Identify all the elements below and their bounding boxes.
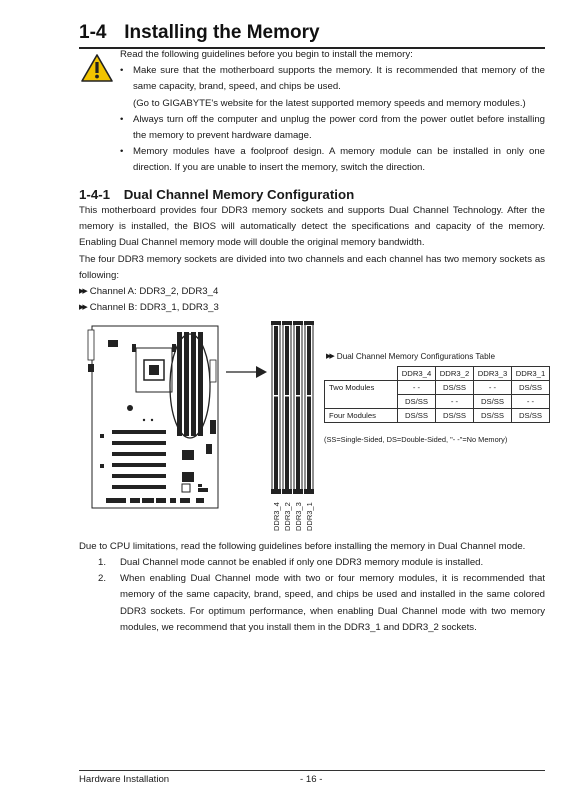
table-header-cell: DDR3_4 — [398, 367, 436, 381]
body-paragraph: The four DDR3 memory sockets are divided into two channels and each channel has two memory sockets as following: — [79, 254, 545, 282]
channel-b — [79, 300, 219, 316]
motherboard-diagram — [86, 324, 226, 512]
slot-label-ddr3-1: DDR3_1 — [305, 502, 314, 531]
table-cell: - - — [512, 395, 550, 409]
channel-a-text: Channel A: DDR3_2, DDR3_4 — [89, 286, 219, 297]
table-cell: DS/SS — [474, 395, 512, 409]
table-corner — [325, 367, 398, 381]
limitations-list — [98, 555, 545, 636]
limitation-item — [98, 571, 545, 636]
table-row — [325, 381, 550, 395]
section-title: Installing the Memory — [124, 22, 320, 43]
limitation-number: 1. — [98, 557, 107, 568]
table-cell: DS/SS — [398, 395, 436, 409]
limitation-text: Dual Channel mode cannot be enabled if only one DDR3 memory module is installed. — [120, 557, 484, 568]
callout-arrow — [226, 365, 268, 379]
section-heading — [79, 21, 320, 45]
table-cell: DS/SS — [436, 381, 474, 395]
slot-label-ddr3-3: DDR3_3 — [294, 502, 303, 531]
table-cell: DS/SS — [398, 409, 436, 423]
warning-icon — [80, 53, 114, 83]
subsection-number: 1-4-1 — [79, 187, 111, 202]
dimm-slot — [304, 321, 314, 494]
page-number: - 16 - — [300, 774, 323, 785]
table-header-cell: DDR3_3 — [474, 367, 512, 381]
table-row — [325, 409, 550, 423]
intro-bullet-extra: (Go to GIGABYTE's website for the latest supported memory speeds and memory modules.) — [133, 97, 526, 109]
subsection-heading — [79, 186, 354, 203]
section-number: 1-4 — [79, 22, 107, 43]
double-arrow-icon: ▶▶ — [79, 304, 86, 311]
table-cell: DS/SS — [436, 409, 474, 423]
intro-lead: Read the following guidelines before you begin to install the memory: — [120, 49, 413, 60]
limitation-number: 2. — [98, 573, 107, 585]
table-cell: DS/SS — [512, 381, 550, 395]
row-label: Two Modules — [325, 381, 398, 409]
limitations-lead: Due to CPU limitations, read the following guidelines before installing the memory in Dual Channel mode. — [79, 541, 526, 552]
intro-bullet: • Always turn off the computer and unplug the power cord from the power outlet before installing the memory to prevent hardware damage. — [120, 112, 545, 144]
limitation-item — [98, 555, 545, 571]
table-header-cell: DDR3_1 — [512, 367, 550, 381]
intro-bullet — [120, 63, 545, 112]
dimm-slot — [293, 321, 303, 494]
dimm-slot — [271, 321, 281, 494]
intro-bullet-text: Make sure that the motherboard supports the memory. It is recommended that memory of the same capacity, brand, speed, and chips be used. — [133, 65, 545, 93]
table-cell: DS/SS — [474, 409, 512, 423]
table-cell: DS/SS — [512, 409, 550, 423]
footer-section-name: Hardware Installation — [79, 774, 170, 785]
table-title-text: Dual Channel Memory Configurations Table — [336, 352, 496, 361]
double-arrow-icon: ▶▶ — [326, 353, 333, 360]
footer-rule — [79, 770, 545, 771]
table-note: (SS=Single-Sided, DS=Double-Sided, "- -"=No Memory) — [324, 435, 508, 444]
intro-bullet: • Memory modules have a foolproof design. A memory module can be installed in only one direction. If you are unable to insert the memory, switch the direction. — [120, 144, 545, 176]
table-header-row — [325, 367, 550, 381]
channel-b-text: Channel B: DDR3_1, DDR3_3 — [89, 302, 219, 313]
intro-bullet-list — [120, 63, 545, 176]
row-label: Four Modules — [325, 409, 398, 423]
table-title — [326, 349, 495, 365]
dimm-slot — [282, 321, 292, 494]
memory-config-table — [324, 366, 550, 423]
slot-label-ddr3-2: DDR3_2 — [283, 502, 292, 531]
table-cell: - - — [436, 395, 474, 409]
subsection-title: Dual Channel Memory Configuration — [123, 187, 355, 202]
slot-label-ddr3-4: DDR3_4 — [272, 502, 281, 531]
limitation-text: When enabling Dual Channel mode with two or four memory modules, it is recommended that memory of the same capacity, brand, speed, and chips be used and installed in the same colored DDR3 sockets. For optimum performance, when enabling Dual Channel mode with two memory modules, we recommend that you install them in the DDR3_1 and DDR3_2 sockets. — [120, 573, 545, 633]
table-cell: - - — [398, 381, 436, 395]
intro-guidelines — [120, 47, 545, 177]
dimm-slots-diagram — [270, 321, 314, 533]
table-cell: - - — [474, 381, 512, 395]
table-header-cell: DDR3_2 — [436, 367, 474, 381]
body-paragraph: This motherboard provides four DDR3 memory sockets and supports Dual Channel Technology. After the memory is installed, the BIOS will automatically detect the specifications and capacity of the memory. Enabling Dual Channel memory mode will double the original memory bandwidth. — [79, 205, 545, 249]
channel-a — [79, 284, 218, 300]
double-arrow-icon: ▶▶ — [79, 288, 86, 295]
